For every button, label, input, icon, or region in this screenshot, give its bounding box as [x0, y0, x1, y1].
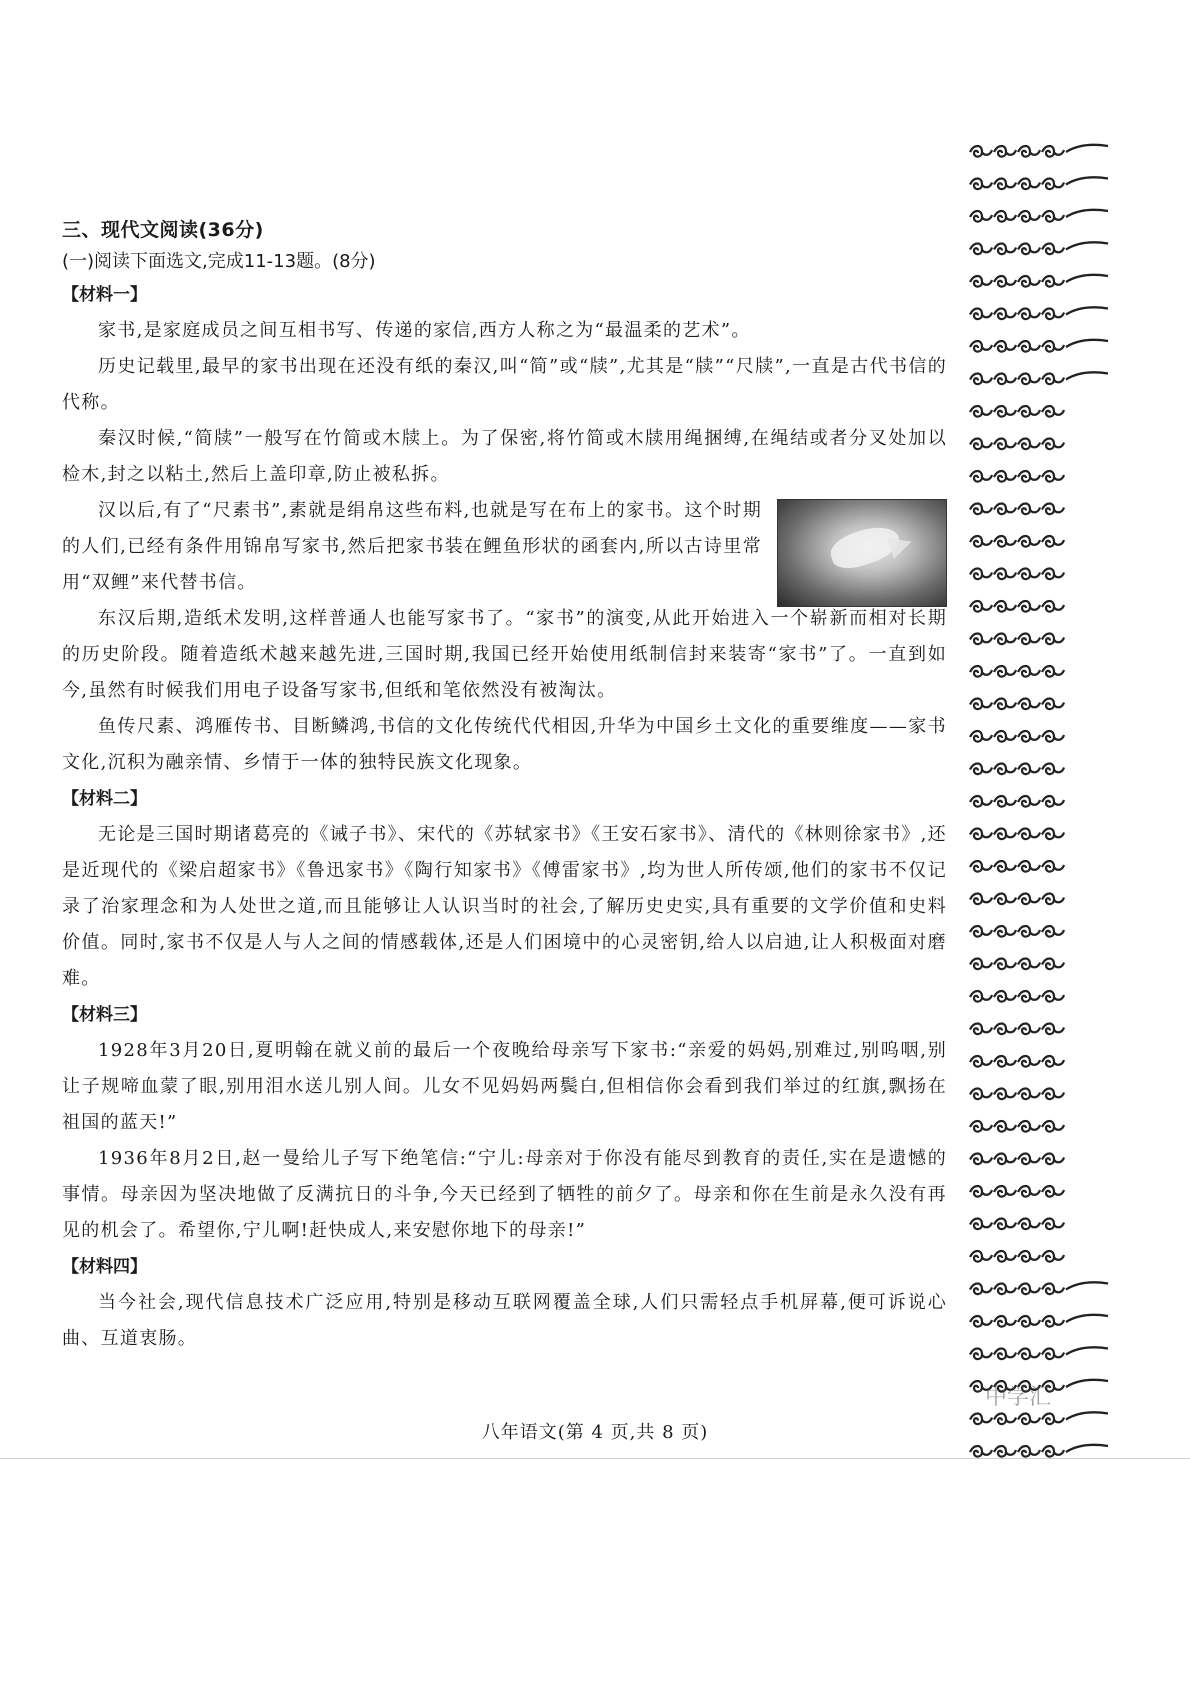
- border-ornament-tail: [1066, 372, 1108, 379]
- border-ornament-row: [970, 861, 1064, 872]
- material-2-label: 【材料二】: [62, 789, 147, 809]
- reading-section: [62, 215, 947, 1357]
- border-ornament-curl: [1018, 1219, 1040, 1230]
- border-ornament-curl: [994, 569, 1016, 580]
- border-ornament-curl: [1018, 179, 1040, 190]
- border-ornament-curl: [1018, 471, 1040, 482]
- material-4-paragraph: 当今社会,现代信息技术广泛应用,特别是移动互联网覆盖全球,人们只需轻点手机屏幕,便可诉说心曲、互道衷肠。: [62, 1292, 947, 1349]
- border-ornament-curl: [1018, 926, 1040, 937]
- border-ornament-curl: [1018, 146, 1040, 157]
- border-ornament-curl: [1042, 211, 1064, 222]
- border-ornament-curl: [1042, 1414, 1064, 1425]
- border-ornament-curl: [1018, 211, 1040, 222]
- border-ornament-row: [970, 1315, 1108, 1327]
- border-ornament-curl: [1018, 861, 1040, 872]
- border-ornament-curl: [970, 569, 992, 580]
- border-ornament-curl: [970, 211, 992, 222]
- border-ornament-curl: [970, 1446, 992, 1457]
- border-ornament-curl: [970, 666, 992, 677]
- border-ornament-row: [970, 504, 1064, 515]
- border-ornament-curl: [994, 861, 1016, 872]
- border-ornament-row: [970, 1347, 1108, 1359]
- border-ornament-curl: [1042, 699, 1064, 710]
- border-ornament-curl: [994, 1024, 1016, 1035]
- border-ornament-row: [970, 569, 1064, 580]
- border-ornament-curl: [970, 731, 992, 742]
- border-ornament-row: [970, 1121, 1064, 1132]
- border-ornament-curl: [1042, 244, 1064, 255]
- border-ornament-curl: [1018, 309, 1040, 320]
- fish-tail-shape: [887, 531, 915, 559]
- border-ornament-curl: [1018, 1056, 1040, 1067]
- border-ornament-curl: [1042, 1186, 1064, 1197]
- border-ornament-curl: [994, 764, 1016, 775]
- border-ornament-curl: [994, 276, 1016, 287]
- border-ornament-curl: [1042, 991, 1064, 1002]
- border-ornament-row: [970, 242, 1108, 254]
- border-ornament-curl: [1018, 536, 1040, 547]
- border-ornament-curl: [994, 1219, 1016, 1230]
- border-ornament-curl: [1018, 796, 1040, 807]
- border-ornament-curl: [1018, 406, 1040, 417]
- paragraph-with-photo: [62, 493, 947, 601]
- border-ornament-tail: [1066, 1347, 1108, 1354]
- border-ornament-row: [970, 1282, 1108, 1294]
- border-ornament-curl: [1018, 991, 1040, 1002]
- border-ornament-curl: [1018, 666, 1040, 677]
- border-ornament-curl: [994, 341, 1016, 352]
- border-ornament-curl: [1042, 1056, 1064, 1067]
- border-ornament-curl: [1042, 764, 1064, 775]
- binding-pattern-svg: [962, 118, 1112, 1458]
- border-ornament-row: [970, 340, 1108, 352]
- material-1-paragraph: 东汉后期,造纸术发明,这样普通人也能写家书了。“家书”的演变,从此开始进入一个崭新而相对长期的历史阶段。随着造纸术越来越先进,三国时期,我国已经开始使用纸制信封来装寄“家书”了。一直到如今,虽然有时候我们用电子设备写家书,但纸和笔依然没有被淘汰。: [62, 608, 947, 701]
- material-1-paragraph: 秦汉时候,“简牍”一般写在竹简或木牍上。为了保密,将竹简或木牍用绳捆缚,在绳结或者分叉处加以检木,封之以粘土,然后上盖印章,防止被私拆。: [62, 428, 947, 485]
- border-ornament-curl: [970, 1316, 992, 1327]
- border-ornament-row: [970, 471, 1064, 482]
- border-ornament-curl: [994, 1121, 1016, 1132]
- border-ornament-row: [970, 764, 1064, 775]
- border-ornament-curl: [1018, 1089, 1040, 1100]
- border-ornament-curl: [1042, 146, 1064, 157]
- border-ornament-curl: [970, 1284, 992, 1295]
- border-ornament-curl: [1042, 796, 1064, 807]
- border-ornament-curl: [1042, 601, 1064, 612]
- border-ornament-row: [970, 699, 1064, 710]
- border-ornament-curl: [1018, 504, 1040, 515]
- border-ornament-row: [970, 634, 1064, 645]
- part-instruction: (一)阅读下面选文,完成11-13题。(8分): [62, 251, 376, 272]
- border-ornament-curl: [994, 309, 1016, 320]
- border-ornament-row: [970, 926, 1064, 937]
- border-ornament-curl: [994, 634, 1016, 645]
- border-ornament-curl: [970, 179, 992, 190]
- border-ornament-row: [970, 601, 1064, 612]
- border-ornament-curl: [1042, 1089, 1064, 1100]
- border-ornament-row: [970, 1251, 1064, 1262]
- border-ornament-curl: [970, 1089, 992, 1100]
- material-3-paragraph: 1928年3月20日,夏明翰在就义前的最后一个夜晚给母亲写下家书:“亲爱的妈妈,别难过,别呜咽,别让子规啼血蒙了眼,别用泪水送儿别人间。儿女不见妈妈两鬓白,但相信你会看到我们举过的红旗,飘扬在祖国的蓝天!”: [62, 1040, 947, 1133]
- border-ornament-curl: [1042, 1219, 1064, 1230]
- material-4-label: 【材料四】: [62, 1257, 147, 1277]
- border-ornament-curl: [1042, 374, 1064, 385]
- border-ornament-curl: [970, 1251, 992, 1262]
- border-ornament-row: [970, 177, 1108, 189]
- border-ornament-curl: [1042, 341, 1064, 352]
- footer-divider: [0, 1458, 1190, 1459]
- border-ornament-curl: [1018, 439, 1040, 450]
- border-ornament-curl: [1018, 699, 1040, 710]
- border-ornament-curl: [970, 536, 992, 547]
- material-3-label: 【材料三】: [62, 1005, 147, 1025]
- border-ornament-curl: [970, 1056, 992, 1067]
- border-ornament-curl: [1042, 406, 1064, 417]
- border-ornament-curl: [1042, 1284, 1064, 1295]
- border-ornament-tail: [1066, 307, 1108, 314]
- border-ornament-curl: [994, 244, 1016, 255]
- border-ornament-curl: [1042, 179, 1064, 190]
- border-ornament-curl: [1018, 1446, 1040, 1457]
- border-ornament-curl: [970, 1186, 992, 1197]
- border-ornament-curl: [1042, 1316, 1064, 1327]
- material-1-paragraph: 汉以后,有了“尺素书”,素就是绢帛这些布料,也就是写在布上的家书。这个时期的人们,已经有条件用锦帛写家书,然后把家书装在鲤鱼形状的函套内,所以古诗里常用“双鲤”来代替书信。: [62, 500, 762, 593]
- material-1-paragraph: 历史记载里,最早的家书出现在还没有纸的秦汉,叫“简”或“牍”,尤其是“牍”“尺牍”,一直是古代书信的代称。: [62, 356, 947, 413]
- border-ornament-curl: [970, 1154, 992, 1165]
- border-ornament-curl: [1042, 1349, 1064, 1360]
- border-ornament-curl: [1018, 634, 1040, 645]
- border-ornament-tail: [1066, 145, 1108, 152]
- border-ornament-row: [970, 307, 1108, 319]
- border-ornament-curl: [1042, 731, 1064, 742]
- border-ornament-curl: [970, 1121, 992, 1132]
- border-ornament-curl: [994, 926, 1016, 937]
- border-ornament-row: [970, 1412, 1108, 1424]
- border-ornament-curl: [970, 471, 992, 482]
- border-ornament-curl: [1018, 1024, 1040, 1035]
- border-ornament-curl: [1042, 894, 1064, 905]
- border-ornament-curl: [970, 959, 992, 970]
- border-ornament-curl: [1018, 1121, 1040, 1132]
- border-ornament-curl: [1018, 829, 1040, 840]
- border-ornament-row: [970, 1186, 1064, 1197]
- border-ornament-curl: [994, 179, 1016, 190]
- border-ornament-curl: [994, 959, 1016, 970]
- border-ornament-row: [970, 894, 1064, 905]
- border-ornament-curl: [994, 991, 1016, 1002]
- border-ornament-curl: [1042, 536, 1064, 547]
- border-ornament-curl: [970, 1219, 992, 1230]
- border-ornament-curl: [970, 374, 992, 385]
- border-ornament-row: [970, 439, 1064, 450]
- border-ornament-curl: [970, 926, 992, 937]
- border-ornament-row: [970, 145, 1108, 157]
- border-ornament-tail: [1066, 177, 1108, 184]
- border-ornament-row: [970, 666, 1064, 677]
- border-ornament-tail: [1066, 340, 1108, 347]
- border-ornament-row: [970, 1024, 1064, 1035]
- border-ornament-curl: [1018, 1154, 1040, 1165]
- border-ornament-curl: [1042, 926, 1064, 937]
- border-ornament-curl: [1042, 439, 1064, 450]
- border-ornament-row: [970, 406, 1064, 417]
- border-ornament-curl: [994, 1154, 1016, 1165]
- border-ornament-curl: [1042, 1121, 1064, 1132]
- border-ornament-curl: [970, 309, 992, 320]
- border-ornament-curl: [970, 1414, 992, 1425]
- border-ornament-curl: [1042, 861, 1064, 872]
- border-ornament-curl: [994, 211, 1016, 222]
- border-ornament-curl: [1018, 601, 1040, 612]
- border-ornament-curl: [994, 1186, 1016, 1197]
- material-1-paragraph: 鱼传尺素、鸿雁传书、目断鳞鸿,书信的文化传统代代相因,升华为中国乡土文化的重要维度——家书文化,沉积为融亲情、乡情于一体的独特民族文化现象。: [62, 716, 947, 773]
- border-ornament-curl: [994, 699, 1016, 710]
- border-ornament-curl: [994, 796, 1016, 807]
- border-ornament-row: [970, 991, 1064, 1002]
- border-ornament-curl: [1042, 309, 1064, 320]
- border-ornament-curl: [994, 374, 1016, 385]
- border-ornament-row: [970, 275, 1108, 287]
- border-ornament-curl: [994, 731, 1016, 742]
- border-ornament-curl: [994, 536, 1016, 547]
- border-ornament-row: [970, 1056, 1064, 1067]
- border-ornament-curl: [970, 406, 992, 417]
- border-ornament-tail: [1066, 1412, 1108, 1419]
- border-ornament-curl: [970, 504, 992, 515]
- border-ornament-curl: [1018, 894, 1040, 905]
- border-ornament-curl: [1018, 276, 1040, 287]
- border-ornament-curl: [1042, 504, 1064, 515]
- border-ornament-curl: [970, 699, 992, 710]
- border-ornament-row: [970, 959, 1064, 970]
- border-ornament-curl: [970, 146, 992, 157]
- border-ornament-tail: [1066, 210, 1108, 217]
- border-ornament-curl: [970, 861, 992, 872]
- border-ornament-curl: [1018, 1316, 1040, 1327]
- border-ornament-row: [970, 372, 1108, 384]
- border-ornament-curl: [1042, 829, 1064, 840]
- border-ornament-curl: [994, 504, 1016, 515]
- border-ornament-curl: [1018, 1349, 1040, 1360]
- border-ornament-curl: [970, 1349, 992, 1360]
- border-ornament-curl: [994, 1349, 1016, 1360]
- border-ornament-curl: [1018, 244, 1040, 255]
- border-ornament-curl: [994, 1316, 1016, 1327]
- border-ornament-curl: [1018, 764, 1040, 775]
- border-ornament-curl: [970, 894, 992, 905]
- border-ornament-curl: [994, 894, 1016, 905]
- border-ornament-curl: [994, 666, 1016, 677]
- border-ornament-curl: [994, 406, 1016, 417]
- border-ornament-curl: [994, 1251, 1016, 1262]
- border-ornament-curl: [994, 439, 1016, 450]
- border-ornament-curl: [1042, 569, 1064, 580]
- border-ornament-curl: [994, 829, 1016, 840]
- border-ornament-curl: [1018, 1284, 1040, 1295]
- border-ornament-curl: [970, 244, 992, 255]
- page-footer: 八年语文(第 4 页,共 8 页): [481, 1422, 709, 1443]
- section-title: 三、现代文阅读(36分): [62, 219, 264, 241]
- border-ornament-curl: [1018, 1414, 1040, 1425]
- border-ornament-curl: [1018, 569, 1040, 580]
- carp-letter-photo: [777, 499, 947, 607]
- border-ornament-curl: [970, 764, 992, 775]
- border-ornament-curl: [1042, 666, 1064, 677]
- border-ornament-curl: [970, 1024, 992, 1035]
- border-ornament-tail: [1066, 242, 1108, 249]
- material-2-paragraph: 无论是三国时期诸葛亮的《诫子书》、宋代的《苏轼家书》《王安石家书》、清代的《林则徐家书》,还是近现代的《梁启超家书》《鲁迅家书》《陶行知家书》《傅雷家书》,均为世人所传颂,他们的家书不仅记录了治家理念和为人处世之道,而且能够让人认识当时的社会,了解历史史实,具有重要的文学价值和史料价值。同时,家书不仅是人与人之间的情感载体,还是人们困境中的心灵密钥,给人以启迪,让人积极面对磨难。: [62, 824, 947, 989]
- border-ornament-curl: [970, 439, 992, 450]
- border-ornament-curl: [994, 146, 1016, 157]
- border-ornament-curl: [1042, 1446, 1064, 1457]
- border-ornament-tail: [1066, 275, 1108, 282]
- border-ornament-curl: [994, 1089, 1016, 1100]
- border-ornament-row: [970, 731, 1064, 742]
- border-ornament-row: [970, 829, 1064, 840]
- border-ornament-row: [970, 1445, 1108, 1457]
- watermark-logo: 中学汇: [985, 1385, 1052, 1410]
- border-ornament-row: [970, 210, 1108, 222]
- border-ornament-curl: [1042, 959, 1064, 970]
- border-ornament-tail: [1066, 1315, 1108, 1322]
- border-ornament-curl: [1042, 1154, 1064, 1165]
- border-ornament-curl: [1042, 634, 1064, 645]
- border-ornament-curl: [994, 1284, 1016, 1295]
- border-ornament-row: [970, 1089, 1064, 1100]
- border-ornament-row: [970, 1154, 1064, 1165]
- material-1-paragraph: 家书,是家庭成员之间互相书写、传递的家信,西方人称之为“最温柔的艺术”。: [98, 320, 751, 341]
- border-ornament-curl: [994, 601, 1016, 612]
- border-ornament-curl: [1018, 374, 1040, 385]
- border-ornament-curl: [1018, 1186, 1040, 1197]
- border-ornament-curl: [994, 1446, 1016, 1457]
- border-ornament-curl: [970, 601, 992, 612]
- border-ornament-curl: [970, 991, 992, 1002]
- border-ornament-row: [970, 796, 1064, 807]
- border-ornament-curl: [970, 634, 992, 645]
- border-ornament-curl: [1018, 731, 1040, 742]
- border-ornament-curl: [970, 341, 992, 352]
- binding-border-decoration: [962, 118, 1112, 1458]
- border-ornament-curl: [1042, 471, 1064, 482]
- border-ornament-tail: [1066, 1445, 1108, 1452]
- border-ornament-curl: [970, 796, 992, 807]
- border-ornament-curl: [970, 829, 992, 840]
- border-ornament-curl: [1018, 341, 1040, 352]
- border-ornament-row: [970, 536, 1064, 547]
- border-ornament-row: [970, 1219, 1064, 1230]
- border-ornament-curl: [1042, 1024, 1064, 1035]
- material-3-paragraph: 1936年8月2日,赵一曼给儿子写下绝笔信:“宁儿:母亲对于你没有能尽到教育的责任,实在是遗憾的事情。母亲因为坚决地做了反满抗日的斗争,今天已经到了牺牲的前夕了。母亲和你在生前是永久没有再见的机会了。希望你,宁儿啊!赶快成人,来安慰你地下的母亲!”: [62, 1148, 947, 1241]
- border-ornament-curl: [970, 276, 992, 287]
- material-1-label: 【材料一】: [62, 285, 147, 305]
- border-ornament-curl: [1018, 1251, 1040, 1262]
- border-ornament-curl: [1018, 959, 1040, 970]
- border-ornament-curl: [994, 1056, 1016, 1067]
- border-ornament-curl: [1042, 1251, 1064, 1262]
- border-ornament-tail: [1066, 1282, 1108, 1289]
- border-ornament-curl: [1042, 276, 1064, 287]
- border-ornament-curl: [994, 1414, 1016, 1425]
- border-ornament-curl: [994, 471, 1016, 482]
